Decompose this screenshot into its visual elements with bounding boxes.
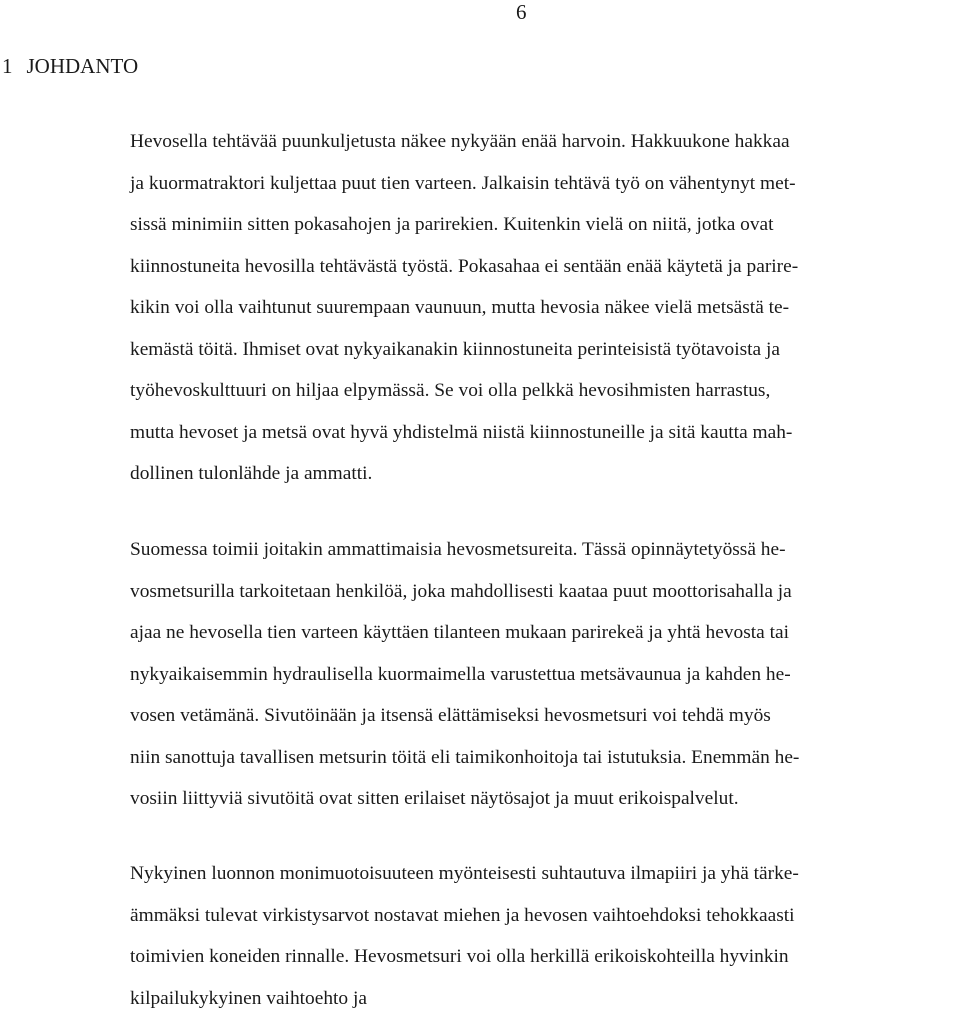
text-line: vosiin liittyviä sivutöitä ovat sitten erilaiset näytösajot ja muut erikoispalvelut. <box>130 778 956 820</box>
text-line: Hevosella tehtävää puunkuljetusta näkee nykyään enää harvoin. Hakkuukone hakkaa <box>130 121 956 163</box>
page-number: 6 <box>516 0 527 26</box>
text-line: kilpailukykyinen vaihtoehto ja <box>130 978 956 1019</box>
text-line: Nykyinen luonnon monimuotoisuuteen myönteisesti suhtautuva ilmapiiri ja yhä tärke- <box>130 853 956 895</box>
text-line: työhevoskulttuuri on hiljaa elpymässä. Se voi olla pelkkä hevosihmisten harrastus, <box>130 370 956 412</box>
text-line: nykyaikaisemmin hydraulisella kuormaimella varustettua metsävaunua ja kahden he- <box>130 654 956 696</box>
text-line: ja kuormatraktori kuljettaa puut tien varteen. Jalkaisin tehtävä työ on vähentynyt met- <box>130 163 956 205</box>
text-line: sissä minimiin sitten pokasahojen ja parirekien. Kuitenkin vielä on niitä, jotka ovat <box>130 204 956 246</box>
chapter-title: JOHDANTO <box>27 54 139 78</box>
text-line: Suomessa toimii joitakin ammattimaisia hevosmetsureita. Tässä opinnäytetyössä he- <box>130 529 956 571</box>
paragraph-3 <box>130 853 956 1019</box>
text-line: ajaa ne hevosella tien varteen käyttäen tilanteen mukaan parirekeä ja yhtä hevosta tai <box>130 612 956 654</box>
chapter-number: 1 <box>2 54 13 78</box>
text-line: kemästä töitä. Ihmiset ovat nykyaikanakin kiinnostuneita perinteisistä työtavoista ja <box>130 329 956 371</box>
text-line: niin sanottuja tavallisen metsurin töitä eli taimikonhoitoja tai istutuksia. Enemmän he- <box>130 737 956 779</box>
paragraph-1 <box>130 121 956 495</box>
text-line: vosen vetämänä. Sivutöinään ja itsensä elättämiseksi hevosmetsuri voi tehdä myös <box>130 695 956 737</box>
text-line: vosmetsurilla tarkoitetaan henkilöä, joka mahdollisesti kaataa puut moottorisahalla ja <box>130 571 956 613</box>
text-line: kikin voi olla vaihtunut suurempaan vaunuun, mutta hevosia näkee vielä metsästä te- <box>130 287 956 329</box>
text-line: ämmäksi tulevat virkistysarvot nostavat miehen ja hevosen vaihtoehdoksi tehokkaasti <box>130 895 956 937</box>
text-line: mutta hevoset ja metsä ovat hyvä yhdistelmä niistä kiinnostuneille ja sitä kautta mah- <box>130 412 956 454</box>
text-line: kiinnostuneita hevosilla tehtävästä työstä. Pokasahaa ei sentään enää käytetä ja parire- <box>130 246 956 288</box>
text-line: toimivien koneiden rinnalle. Hevosmetsuri voi olla herkillä erikoiskohteilla hyvinkin <box>130 936 956 978</box>
chapter-heading <box>2 52 138 80</box>
text-line: dollinen tulonlähde ja ammatti. <box>130 453 956 495</box>
paragraph-2 <box>130 529 956 820</box>
